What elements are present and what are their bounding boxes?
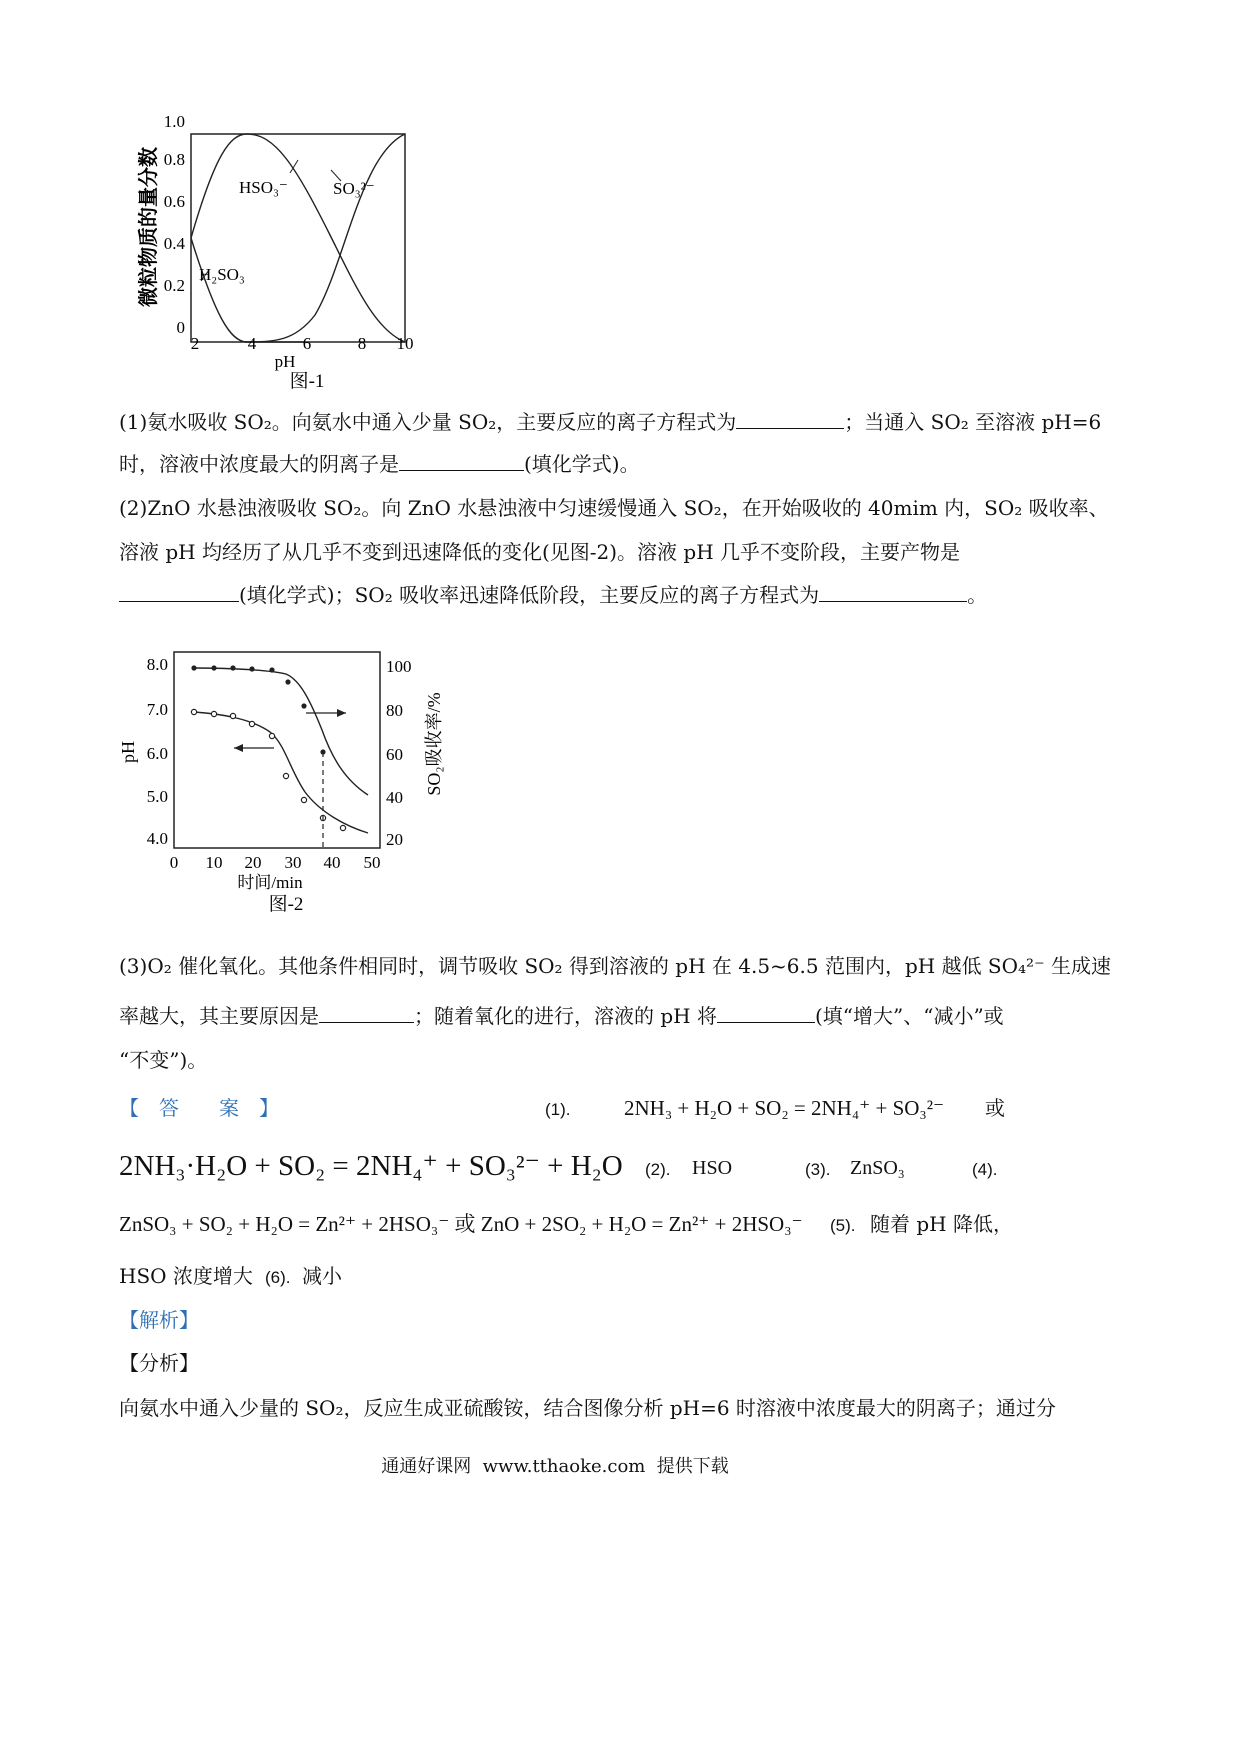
x-tick: 40	[323, 853, 341, 872]
answer-blank[interactable]	[119, 581, 239, 602]
answer-or: 或	[985, 1096, 1005, 1120]
x-tick: 50	[363, 853, 381, 872]
answer-2: HSO	[692, 1157, 733, 1179]
q1-line1: (1)氨水吸收 SO₂。向氨水中通入少量 SO₂，主要反应的离子方程式为 ；当通入 SO₂ 至溶液 pH=6	[119, 410, 1102, 434]
x-tick: 10	[205, 853, 223, 872]
answer-5: 随着 pH 降低，	[870, 1212, 1013, 1236]
figure-caption: 图-1	[289, 371, 325, 392]
y-tick: 1.0	[163, 115, 185, 131]
answer-num-1: (1).	[545, 1100, 571, 1119]
curve-h2so3	[191, 238, 305, 342]
figure-2	[110, 640, 470, 930]
y-tick-right: 20	[386, 830, 403, 849]
y-tick: 0.2	[163, 276, 185, 295]
y-tick-right: 100	[386, 657, 412, 676]
curve-absorption	[194, 668, 368, 795]
analysis-subtag: 【分析】	[119, 1351, 199, 1375]
y-tick-left: 7.0	[146, 700, 168, 719]
answer-5b: HSO 浓度增大	[119, 1264, 253, 1288]
y-axis-label-right: SO₂吸收率/%	[424, 692, 444, 796]
answer-blank[interactable]	[319, 1002, 414, 1023]
y-tick: 0.8	[163, 150, 185, 169]
x-axis-label: pH	[274, 352, 296, 371]
x-tick: 30	[284, 853, 302, 872]
answer-num-3: (3).	[805, 1160, 831, 1179]
analysis-tag: 【解析】	[119, 1308, 199, 1332]
y-tick: 0	[176, 318, 185, 337]
q2-line2: 溶液 pH 均经历了从几乎不变到迅速降低的变化(见图-2)。溶液 pH 几乎不变阶段，主要产物是	[119, 540, 961, 564]
y-tick: 0.6	[163, 192, 185, 211]
q2-line3: (填化学式)；SO₂ 吸收率迅速降低阶段，主要反应的离子方程式为 。	[119, 581, 987, 609]
q2-line1: (2)ZnO 水悬浊液吸收 SO₂。向 ZnO 水悬浊液中匀速缓慢通入 SO₂，在开始吸收的 40mim 内，SO₂ 吸收率、	[119, 496, 1109, 520]
figure-caption: 图-2	[268, 894, 304, 915]
figure-1	[135, 115, 465, 435]
x-tick: 20	[244, 853, 262, 872]
answer-eq-2: 2NH₃·H₂O + SO₂ = 2NH₄⁺ + SO₃²⁻ + H₂O	[119, 1150, 623, 1182]
q3-line3: “不变”)。	[119, 1048, 208, 1072]
y-tick-left: 8.0	[146, 655, 168, 674]
curve-so3	[245, 134, 405, 342]
x-axis-label: 时间/min	[237, 873, 303, 892]
y-tick-right: 60	[386, 745, 403, 764]
answer-num-6: (6).	[265, 1268, 291, 1287]
label-so3: SO₃²⁻	[333, 179, 375, 198]
x-tick: 2	[190, 334, 200, 353]
y-tick-right: 40	[386, 788, 403, 807]
q3-line2: 率越大，其主要原因是 ；随着氧化的进行，溶液的 pH 将 (填“增大”、“减小”或	[119, 1004, 1004, 1028]
answer-blank[interactable]	[717, 1002, 815, 1023]
answer-blank[interactable]	[399, 450, 524, 471]
x-tick: 4	[247, 334, 257, 353]
answer-blank[interactable]	[736, 408, 844, 429]
label-h2so3: H₂SO₃	[199, 265, 245, 284]
answer-tag: 【 答 案 】	[119, 1096, 279, 1120]
absorption-points	[191, 665, 325, 754]
answer-num-2: (2).	[645, 1160, 671, 1179]
page-footer: 通通好课网 www.tthaoke.com 提供下载	[381, 1456, 729, 1477]
curve-hso3	[191, 134, 405, 342]
answer-num-4: (4).	[972, 1160, 998, 1179]
y-tick-right: 80	[386, 701, 403, 720]
q3-line1: (3)O₂ 催化氧化。其他条件相同时，调节吸收 SO₂ 得到溶液的 pH 在 4.5~6.5 范围内，pH 越低 SO₄²⁻ 生成速	[119, 954, 1111, 978]
x-tick: 0	[169, 853, 179, 872]
answer-3: ZnSO₃	[850, 1157, 905, 1179]
label-hso3: HSO₃⁻	[239, 178, 288, 197]
x-tick: 10	[396, 334, 414, 353]
y-axis-label-left: pH	[118, 741, 138, 763]
analysis-text: 向氨水中通入少量的 SO₂，反应生成亚硫酸铵，结合图像分析 pH=6 时溶液中浓度最大的阴离子；通过分	[119, 1396, 1056, 1420]
y-tick-left: 6.0	[146, 744, 168, 763]
y-tick-left: 4.0	[146, 829, 168, 848]
answer-eq-1: 2NH₃ + H₂O + SO₂ = 2NH₄⁺ + SO₃²⁻	[624, 1096, 945, 1120]
answer-6: 减小	[302, 1264, 342, 1288]
answer-num-5: (5).	[830, 1216, 856, 1235]
curve-ph	[194, 712, 368, 833]
q1-line2: 时，溶液中浓度最大的阴离子是 (填化学式)。	[119, 452, 640, 476]
x-tick: 6	[302, 334, 312, 353]
y-axis-label: 微粒物质的量分数	[138, 147, 160, 307]
x-tick: 8	[357, 334, 367, 353]
answer-eq-4: ZnSO₃ + SO₂ + H₂O = Zn²⁺ + 2HSO₃⁻ 或 ZnO + 2SO₂ + H₂O = Zn²⁺ + 2HSO₃⁻	[119, 1212, 803, 1236]
y-tick-left: 5.0	[146, 787, 168, 806]
answer-blank[interactable]	[819, 581, 967, 602]
y-tick: 0.4	[163, 234, 185, 253]
